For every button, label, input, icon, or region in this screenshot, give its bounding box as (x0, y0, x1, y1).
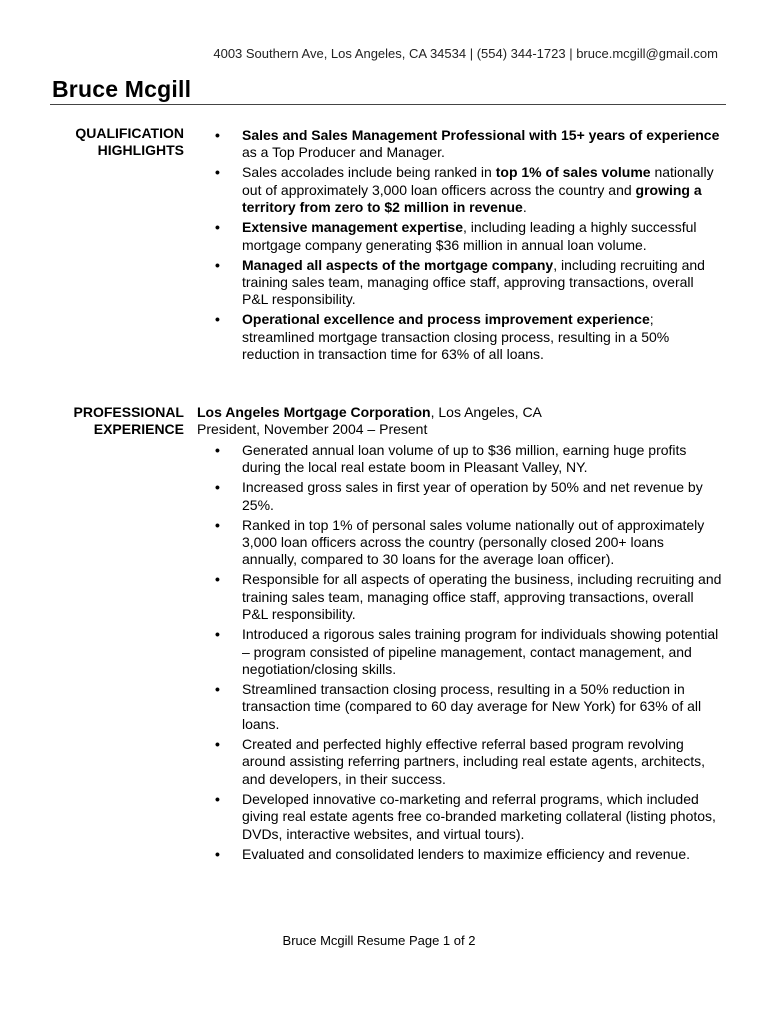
bullet: • (215, 441, 220, 458)
experience-heading-line2: EXPERIENCE (93, 421, 184, 437)
company-location: , Los Angeles, CA (430, 404, 542, 420)
experience-heading (40, 404, 184, 438)
bold-text: Managed all aspects of the mortgage company (242, 256, 554, 273)
bullet: • (215, 571, 220, 588)
experience-body (197, 404, 722, 866)
list-item (197, 442, 722, 477)
bullet: • (215, 219, 220, 236)
list-item (197, 571, 722, 623)
job-title: President, November 2004 – Present (197, 421, 428, 438)
bold-text: Extensive management expertise (242, 219, 463, 236)
experience-heading-line1: PROFESSIONAL (73, 404, 184, 420)
list-item (197, 791, 722, 843)
header-divider (50, 104, 726, 105)
text: Responsible for all aspects of operating the business, including recruiting and training sales team, managing office staff, approving transactions, overall P&L responsibility. (242, 571, 722, 623)
bullet: • (215, 311, 220, 328)
candidate-name: Bruce Mcgill (52, 76, 192, 102)
page-footer: Bruce Mcgill Resume Page 1 of 2 (282, 933, 476, 948)
bullet: • (215, 735, 220, 752)
bullet: • (215, 256, 220, 273)
text: Evaluated and consolidated lenders to maximize efficiency and revenue. (242, 845, 691, 862)
qualifications-heading-line1: QUALIFICATION (75, 125, 184, 141)
list-item (197, 127, 722, 162)
bullet: • (215, 790, 220, 807)
bullet: • (215, 845, 220, 862)
experience-list (197, 442, 722, 863)
text: Increased gross sales in first year of operation by 50% and net revenue by 25%. (242, 479, 703, 513)
bullet: • (215, 479, 220, 496)
bullet: • (215, 516, 220, 533)
text: ; streamlined mortgage transaction closing process, resulting in a 50% reduction in transaction time for 63% of all loans. (242, 311, 670, 363)
list-item (197, 736, 722, 788)
list-item (197, 219, 722, 254)
text: Created and perfected highly effective referral based program revolving around assisting referring partners, including real estate agents, architects, and developers, in their success. (242, 735, 706, 787)
bullet: • (215, 127, 220, 143)
bullet: • (215, 681, 220, 698)
contact-line: 4003 Southern Ave, Los Angeles, CA 34534 | (554) 344-1723 | bruce.mcgill@gmail.com (213, 46, 718, 61)
text: Generated annual loan volume of up to $36 million, earning huge profits during the local real estate boom in Pleasant Valley, NY. (242, 441, 687, 476)
bullet: • (215, 164, 220, 181)
qualifications-body (197, 127, 722, 366)
text: , including leading a highly successful mortgage company generating $36 million in annual loan volume. (242, 219, 697, 253)
qualifications-heading-line2: HIGHLIGHTS (97, 142, 184, 158)
text: Sales accolades include being ranked in (242, 164, 496, 181)
qualifications-heading (40, 125, 184, 159)
text: as a Top Producer and Manager. (242, 144, 445, 161)
employer-line (197, 404, 722, 421)
text: Developed innovative co-marketing and referral programs, which included giving real estate agents free co-branded marketing collateral (listing photos, DVDs, interactive websites, and virtual tours). (242, 790, 716, 842)
text: , including recruiting and training sales team, managing office staff, approving transactions, overall P&L responsibility. (242, 256, 705, 308)
text: Streamlined transaction closing process, resulting in a 50% reduction in transaction time (compared to 60 day average for New York) for 63% of all loans. (242, 681, 702, 732)
bold-text: growing a territory from zero to $2 million in revenue (242, 181, 702, 216)
list-item (197, 846, 722, 863)
text: Ranked in top 1% of personal sales volume nationally out of approximately 3,000 loan officers across the country (personally closed 200+ loans annually, compared to 30 loans for the average loan officer). (242, 516, 705, 568)
bold-text: Sales and Sales Management Professional with 15+ years of experience (242, 127, 720, 143)
text: Introduced a rigorous sales training program for individuals showing potential – program consisted of pipeline management, contact management, and negotiation/closing skills. (242, 626, 719, 678)
list-item (197, 479, 722, 514)
qualifications-list (197, 127, 722, 364)
company-name: Los Angeles Mortgage Corporation (197, 404, 431, 420)
list-item (197, 517, 722, 569)
list-item (197, 626, 722, 678)
list-item (197, 681, 722, 733)
bold-text: Operational excellence and process improvement experience (242, 311, 650, 328)
text: . (522, 199, 527, 216)
bold-text: top 1% of sales volume (495, 164, 651, 181)
list-item (197, 311, 722, 363)
list-item (197, 164, 722, 216)
list-item (197, 257, 722, 309)
bullet: • (215, 626, 220, 643)
text: nationally out of approximately 3,000 loan officers across the country and (242, 164, 714, 198)
